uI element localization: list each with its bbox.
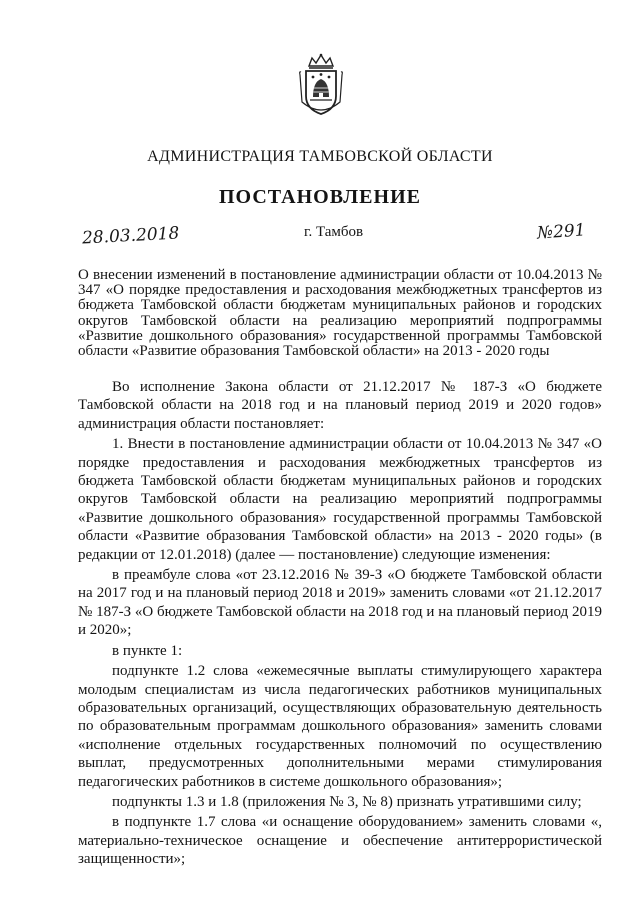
document-city: г. Тамбов bbox=[304, 224, 364, 240]
body-paragraph: в преамбуле слова «от 23.12.2016 № 39-З «О бюджете Тамбовской области на 2017 год и на плановый период 2018 и 2019» заменить словами «от 21.12.2017 № 187-З «О бюджете Тамбовской области на 2018 год и на плановый период 2019 и 2020»; bbox=[78, 567, 602, 639]
document-subject: О внесении изменений в постановление администрации области от 10.04.2013 № 347 «О порядке предоставления и расходования межбюджетных трансфертов из бюджета Тамбовской области бюджетам муниципальных районов и городских округов Тамбовской области на реализацию мероприятий подпрограммы «Развитие дошкольного образования» государственной программы Тамбовской области «Развитие образования Тамбовской области» на 2013 - 2020 годы bbox=[78, 267, 602, 360]
body-paragraph: Во исполнение Закона области от 21.12.2017 № 187-З «О бюджете Тамбовской области на 2018 год и на плановый период 2019 и 2020 годов» администрация области постановляет: bbox=[78, 379, 602, 432]
coat-of-arms-icon bbox=[296, 52, 346, 120]
body-paragraph: подпункте 1.2 слова «ежемесячные выплаты стимулирующего характера молодым специалистам из числа педагогических работников муниципальных образовательных организаций, осуществляющих образовательную деятельность по образовательным программам дошкольного образования» заменить словами «исполнение отдельных государственных полномочий по осуществлению выплат, предусмотренных дополнительными мерами стимулирования педагогических работников в системе дошкольного образования»; bbox=[78, 663, 602, 790]
body-paragraph: в пункте 1: bbox=[112, 642, 183, 659]
document-date: 28.03.2018 bbox=[81, 223, 180, 249]
document-number: №291 bbox=[536, 220, 587, 244]
document-type: ПОСТАНОВЛЕНИЕ bbox=[219, 186, 421, 208]
body-paragraph: 1. Внести в постановление администрации области от 10.04.2013 № 347 «О порядке предоставления и расходования межбюджетных трансфертов из бюджета Тамбовской области бюджетам муниципальных районов и городских округов Тамбовской области на реализацию мероприятий подпрограммы «Развитие дошкольного образования» государственной программы Тамбовской области «Развитие образования Тамбовской области» на 2013 - 2020 годы» (в редакции от 12.01.2018) (далее — постановление) следующие изменения: bbox=[78, 436, 602, 563]
document-body bbox=[78, 378, 602, 869]
body-paragraph: подпункты 1.3 и 1.8 (приложения № 3, № 8) признать утратившими силу; bbox=[112, 793, 582, 810]
body-paragraph: в подпункте 1.7 слова «и оснащение оборудованием» заменить словами «, материально-техническое оснащение и обеспечение антитеррористической защищенности»; bbox=[78, 814, 602, 868]
organization-title: АДМИНИСТРАЦИЯ ТАМБОВСКОЙ ОБЛАСТИ bbox=[147, 148, 493, 165]
